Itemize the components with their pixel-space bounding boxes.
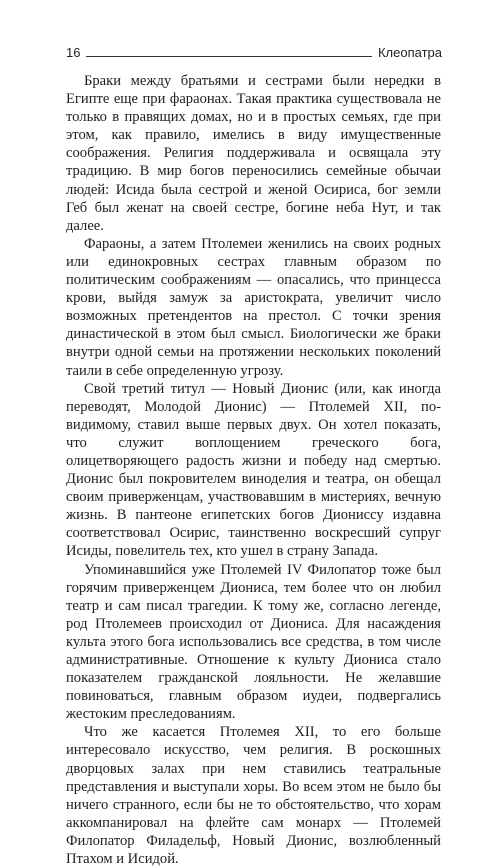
header-rule (86, 56, 372, 57)
page-number: 16 (66, 45, 81, 60)
paragraph-2: Фараоны, а затем Птолемеи женились на своих родных или единокровных сестрах главным образом по политическим соображениям — опасались, что принцесса крови, выйдя замуж за аристократа, увеличит число возможных претендентов на престол. С точки зрения династической в этом был смысл. Биологически же браки внутри одной семьи на протяжении нескольких поколений таили в себе определенную угрозу. (66, 235, 441, 379)
running-title: Клеопатра (377, 45, 442, 60)
paragraph-4: Упоминавшийся уже Птолемей IV Филопатор тоже был горячим приверженцем Диониса, тем более что он любил театр и сам писал трагедии. К тому же, согласно легенде, род Птолемеев происходил от Диониса. Для насаждения культа этого бога использовались все средства, в том числе административные. Отношение к культу Диониса стало показателем гражданской лояльности. Не желавшие повиноваться, главным образом иудеи, подвергались жестоким преследованиям. (66, 561, 441, 723)
paragraph-5: Что же касается Птолемея XII, то его больше интересовало искусство, чем религия. В роскошных дворцовых залах при нем ставились театральные представления и выступали хоры. Во всем этом не было бы ничего странного, если бы не то обстоятельство, что хорам аккомпанировал на флейте сам монарх — Птолемей Филопатор Филадельф, Новый Дионис, возлюбленный Птахом и Исидой. (66, 724, 441, 868)
paragraph-1: Браки между братьями и сестрами были нередки в Египте еще при фараонах. Такая практика существовала не только в правящих домах, но и в простых семьях, где при этом, как правило, имелись в виду имущественные соображения. Религия поддерживала и освящала эту традицию. В мир богов переносились семейные обычаи людей: Исида была сестрой и женой Осириса, бог земли Геб был женат на своей сестре, богине неба Нут, и так далее. (66, 73, 441, 234)
paragraph-3: Свой третий титул — Новый Дионис (или, как иногда переводят, Молодой Дионис) — Птолемей XII, по-видимому, ставил выше первых двух. Он хотел показать, что служит воплощением греческого бога, олицетворяющего радость жизни и победу над смертью. Дионис был покровителем виноделия и театра, он обещал своим приверженцам, участвовавшим в мистериях, вечную жизнь. В пантеоне египетских богов Диониссу издавна соответствовал Осирис, таинственно воскресший супруг Исиды, повелитель тех, кто ушел в страну Запада. (66, 380, 441, 560)
running-header (66, 44, 442, 60)
body-text (66, 72, 441, 868)
